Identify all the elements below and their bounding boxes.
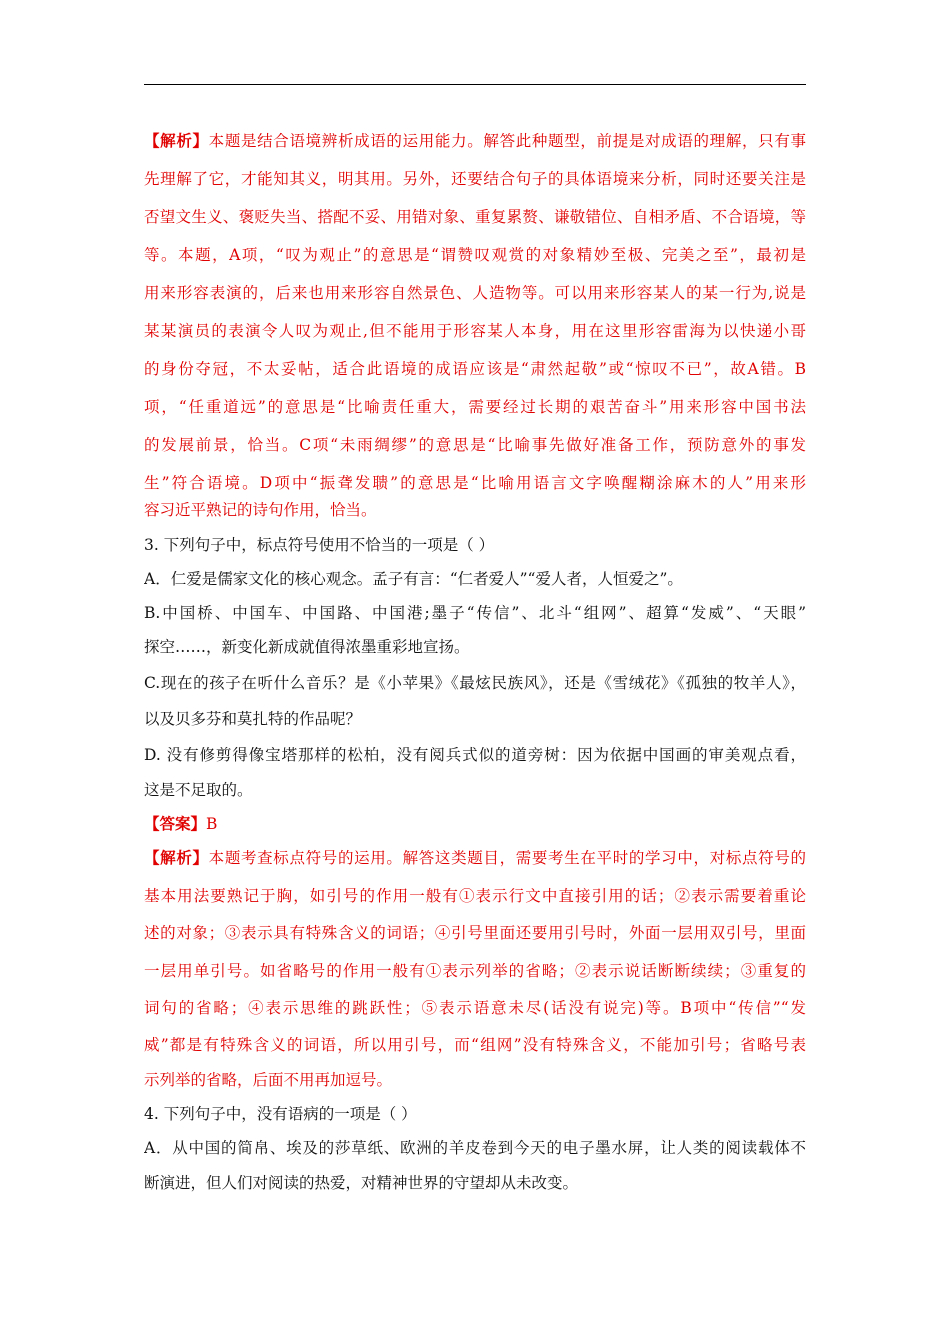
analysis-line: 【解析】本题是结合语境辨析成语的运用能力。解答此种题型，前提是对成语的理解，只有事 [144,131,806,150]
analysis-line: 某某演员的表演令人叹为观止,但不能用于形容某人本身，用在这里形容雷海为以快递小哥 [144,322,806,340]
analysis-line: 一层用单引号。如省略号的作用一般有①表示列举的省略；②表示说话断断续续；③重复的 [144,962,806,980]
question-3-option-b: B.中国桥、中国车、中国路、中国港;墨子“传信”、北斗“组网”、超算“发威”、“天眼” [144,604,806,622]
analysis-line: 基本用法要熟记于胸，如引号的作用一般有①表示行文中直接引用的话；②表示需要着重论 [144,887,806,905]
question-4-option-a-cont: 断演进，但人们对阅读的热爱，对精神世界的守望却从未改变。 [144,1174,579,1192]
analysis-line: 容习近平熟记的诗句作用，恰当。 [144,501,377,519]
analysis-line: 的身份夺冠，不太妥帖，适合此语境的成语应该是“肃然起敬”或“惊叹不已”，故A错。B [144,360,806,378]
analysis-tag: 【解析】 [144,131,209,150]
analysis-line: 用来形容表演的，后来也用来形容自然景色、人造物等。可以用来形容某人的某一行为,说是 [144,284,806,302]
answer-3 [144,814,806,834]
analysis-line: 生”符合语境。D项中“振聋发聩”的意思是“比喻用语言文字唤醒糊涂麻木的人”用来形 [144,474,806,492]
analysis-line: 述的对象；③表示具有特殊含义的词语；④引号里面还要用引号时，外面一层用双引号，里面 [144,924,806,942]
analysis-line: 的发展前景，恰当。C项“未雨绸缪”的意思是“比喻事先做好准备工作，预防意外的事发 [144,436,806,454]
analysis-line: 项，“任重道远”的意思是“比喻责任重大，需要经过长期的艰苦奋斗”用来形容中国书法 [144,398,806,416]
analysis-tag: 【解析】 [144,848,209,867]
answer-value: B [206,815,218,833]
question-3-option-b-cont: 探空……，新变化新成就值得浓墨重彩地宣扬。 [144,638,470,656]
answer-tag: 【答案】 [144,814,207,833]
header-rule [144,84,806,85]
question-3-option-c: C.现在的孩子在听什么音乐？是《小苹果》《最炫民族风》，还是《雪绒花》《孤独的牧羊人》， [144,674,806,692]
question-3-option-d-cont: 这是不足取的。 [144,781,253,799]
analysis-line: 示列举的省略，后面不用再加逗号。 [144,1071,393,1089]
question-4-option-a: A．从中国的简帛、埃及的莎草纸、欧洲的羊皮卷到今天的电子墨水屏，让人类的阅读载体不 [144,1139,806,1157]
analysis-line: 先理解了它，才能知其义，明其用。另外，还要结合句子的具体语境来分析，同时还要关注是 [144,170,806,188]
analysis-line: 词句的省略；④表示思维的跳跃性；⑤表示语意未尽(话没有说完)等。B项中“传信”“发 [144,999,806,1017]
question-3-option-a: A．仁爱是儒家文化的核心观念。孟子有言：“仁者爱人”“爱人者，人恒爱之”。 [144,570,683,588]
analysis-line: 威”都是有特殊含义的词语，所以用引号，而“组网”没有特殊含义，不能加引号；省略号表 [144,1036,806,1054]
question-3-option-d: D. 没有修剪得像宝塔那样的松柏，没有阅兵式似的道旁树：因为依据中国画的审美观点看， [144,746,806,764]
question-3-stem: 3. 下列句子中，标点符号使用不恰当的一项是（ ） [144,536,495,554]
question-4-stem: 4. 下列句子中，没有语病的一项是（ ） [144,1105,417,1123]
question-3-option-c-cont: 以及贝多芬和莫扎特的作品呢？ [144,710,362,728]
analysis-line: 否望文生义、褒贬失当、搭配不妥、用错对象、重复累赘、谦敬错位、自相矛盾、不合语境，等 [144,208,806,226]
analysis-line: 等。本题，A项，“叹为观止”的意思是“谓赞叹观赏的对象精妙至极、完美之至”，最初是 [144,246,806,264]
analysis-line: 【解析】本题考查标点符号的运用。解答这类题目，需要考生在平时的学习中，对标点符号的 [144,848,806,867]
